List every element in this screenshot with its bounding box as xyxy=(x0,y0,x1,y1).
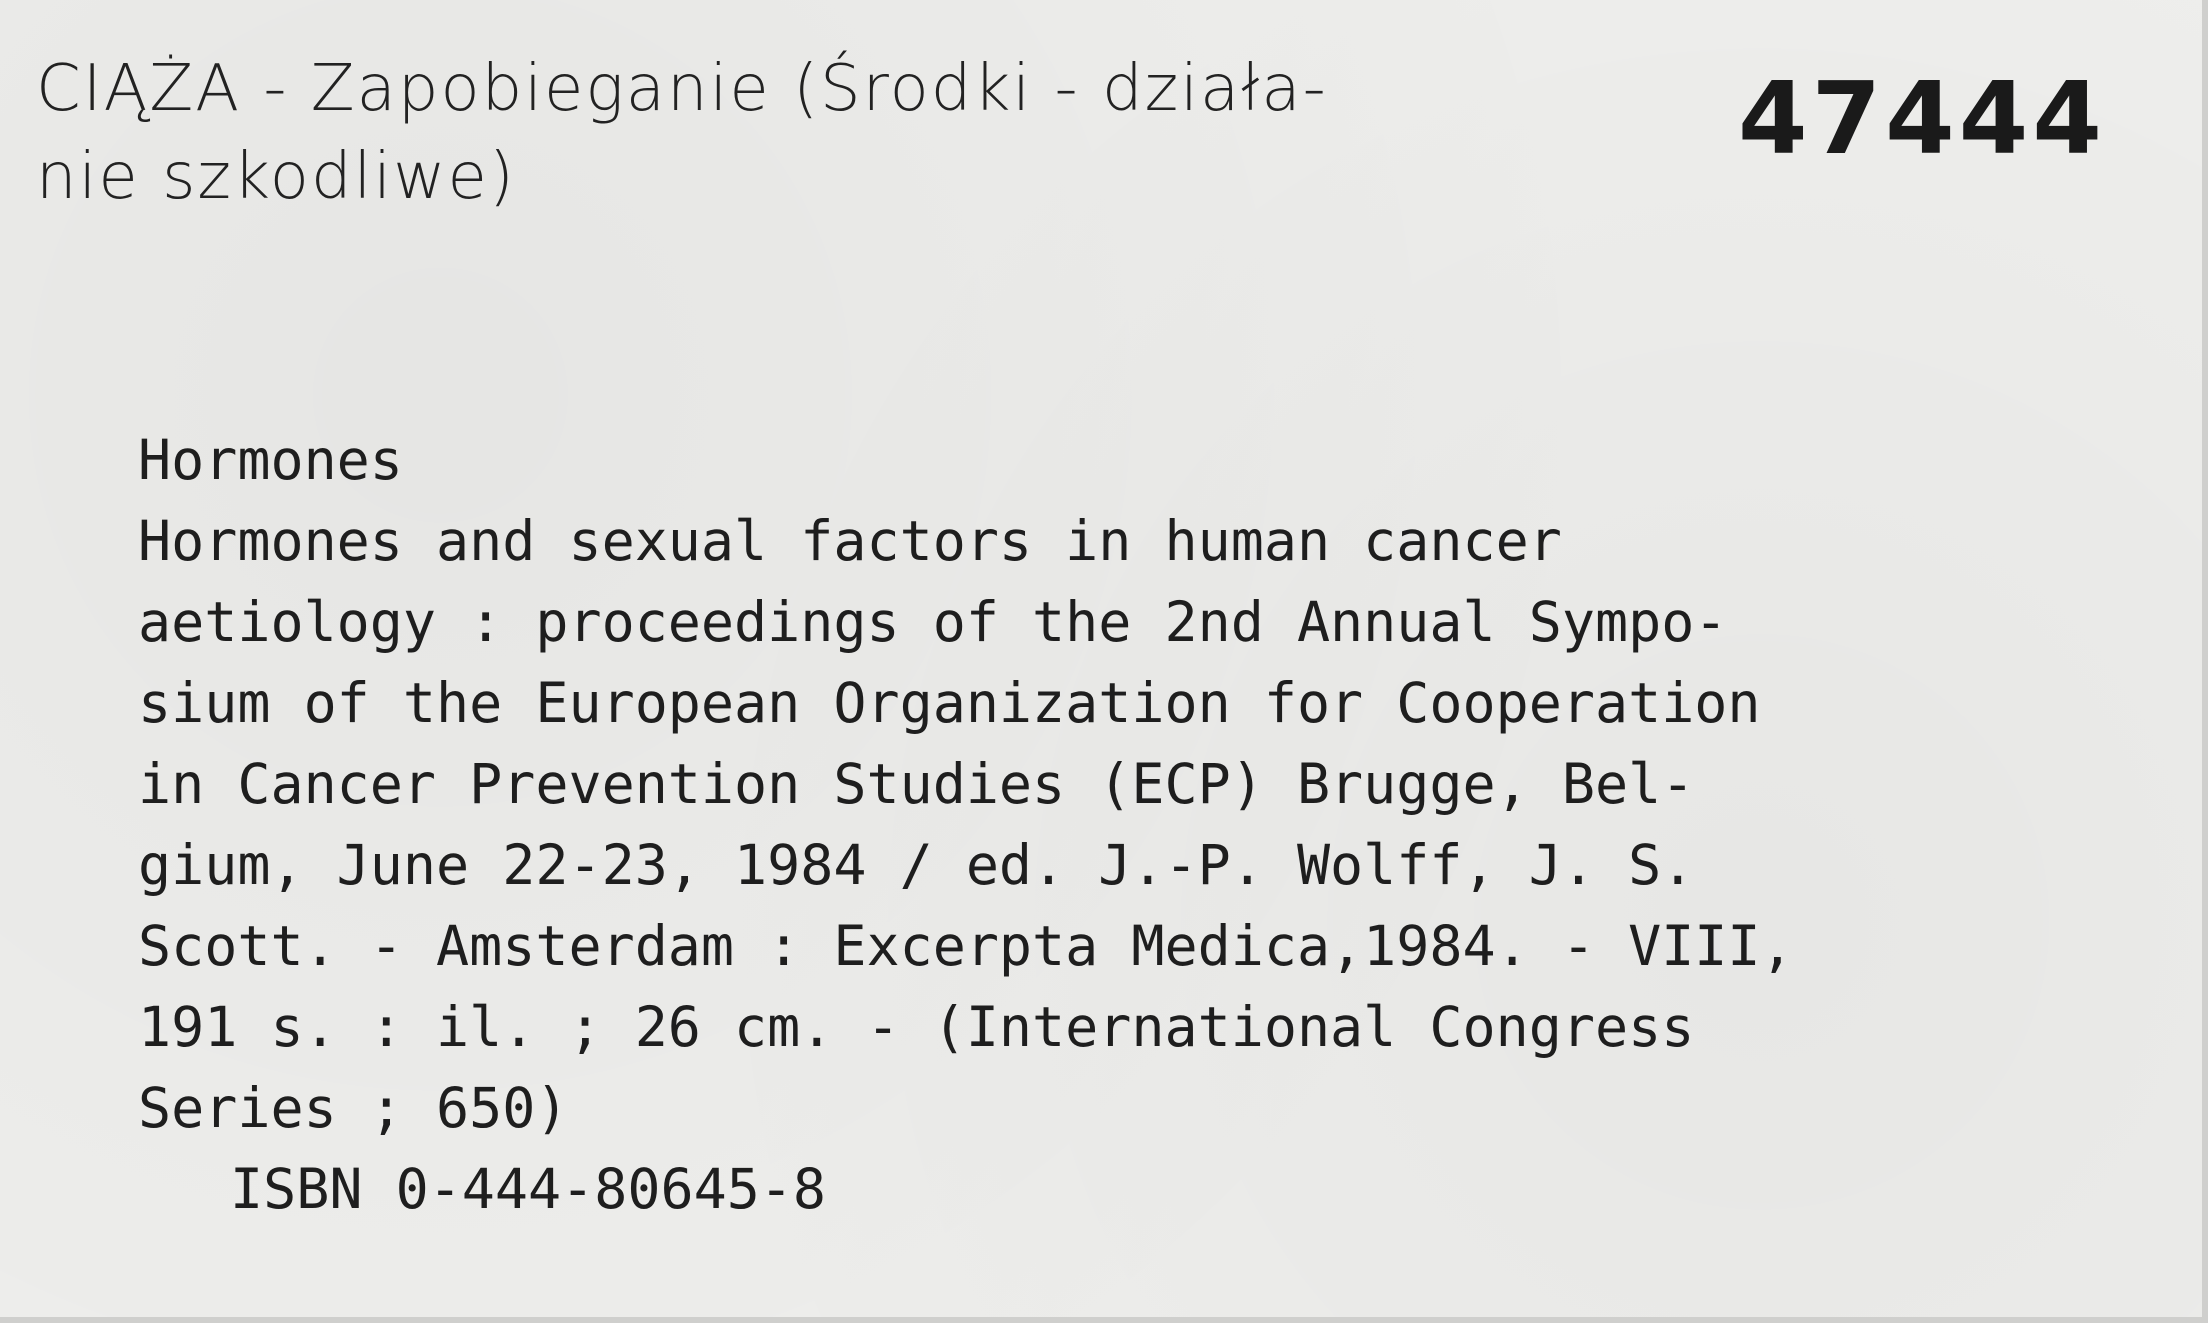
entry-line: aetiology : proceedings of the 2nd Annual Sympo- xyxy=(138,590,1728,654)
main-entry: Hormones xyxy=(138,428,403,492)
isbn: ISBN 0-444-80645-8 xyxy=(230,1157,827,1221)
accession-number: 47444 xyxy=(1738,60,2106,177)
entry-line: in Cancer Prevention Studies (ECP) Brugge, Bel- xyxy=(138,752,1695,816)
entry-line: sium of the European Organization for Cooperation xyxy=(138,671,1761,735)
subject-heading-line-2: nie szkodliwe) xyxy=(36,140,516,214)
subject-heading-line-1: CIĄŻA - Zapobieganie (Środki - działa- xyxy=(36,52,1328,126)
entry-line: gium, June 22-23, 1984 / ed. J.-P. Wolff, J. S. xyxy=(138,833,1695,897)
entry-line: Scott. - Amsterdam : Excerpta Medica,1984. - VIII, xyxy=(138,914,1794,978)
bibliographic-entry xyxy=(138,420,1794,1230)
entry-line: Series ; 650) xyxy=(138,1076,569,1140)
entry-line: Hormones and sexual factors in human cancer xyxy=(138,509,1562,573)
entry-line: 191 s. : il. ; 26 cm. - (International Congress xyxy=(138,995,1695,1059)
